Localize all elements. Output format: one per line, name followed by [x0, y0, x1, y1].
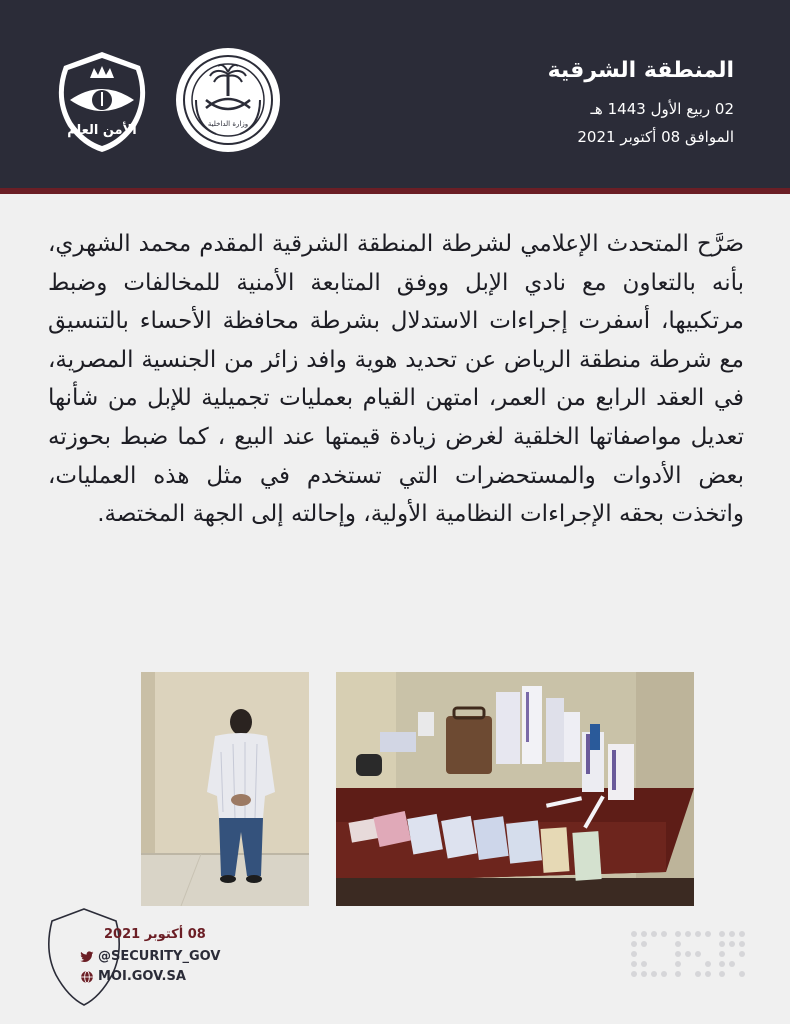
press-statement: صَرَّح المتحدث الإعلامي لشرطة المنطقة الشرقية المقدم محمد الشهري، بأنه بالتعاون مع نادي الإبل ووفق المتابعة الأمنية للمخالفات وضبط مرتكبيها، أسفرت إجراءات الاستدلال بشرطة محافظة الأحساء بالتنسيق مع شرطة منطقة الرياض عن تحديد هوية وافد زائر من الجنسية المصرية، في العقد الرابع من العمر، امتهن القيام بعمليات تجميلية للإبل من شأنها تعديل مواصفاتها الخلقية لغرض زيادة قيمتها عند البيع ، كما ضبط بحوزته بعض الأدوات والمستحضرات التي تستخدم في مثل هذه العمليات، واتخذت بحقه الإجراءات النظامية الأولية، وإحالته إلى الجهة المختصة. — [48, 231, 744, 528]
ministry-of-interior-logo — [174, 46, 282, 154]
header-banner — [0, 0, 790, 188]
globe-icon — [80, 970, 94, 984]
public-security-logo-text: الأمن العام — [67, 123, 137, 138]
ministry-logo-text: وزارة الداخلية — [207, 120, 249, 128]
region-title: المنطقة الشرقية — [547, 58, 734, 83]
suspect-photo — [141, 672, 309, 906]
footer-twitter-handle[interactable]: @SECURITY_GOV — [98, 949, 221, 964]
date-hijri: 02 ربيع الأول 1443 هـ — [590, 100, 734, 118]
seized-items-photo — [336, 672, 694, 906]
footer-website[interactable]: MOI.GOV.SA — [98, 969, 186, 984]
twitter-icon — [80, 950, 94, 964]
footer-date: 08 أكتوبر 2021 — [104, 927, 206, 942]
date-gregorian: الموافق 08 أكتوبر 2021 — [577, 128, 734, 146]
decorative-dot-pattern — [628, 928, 748, 988]
public-security-logo — [50, 48, 154, 156]
header-accent-border — [0, 188, 790, 194]
